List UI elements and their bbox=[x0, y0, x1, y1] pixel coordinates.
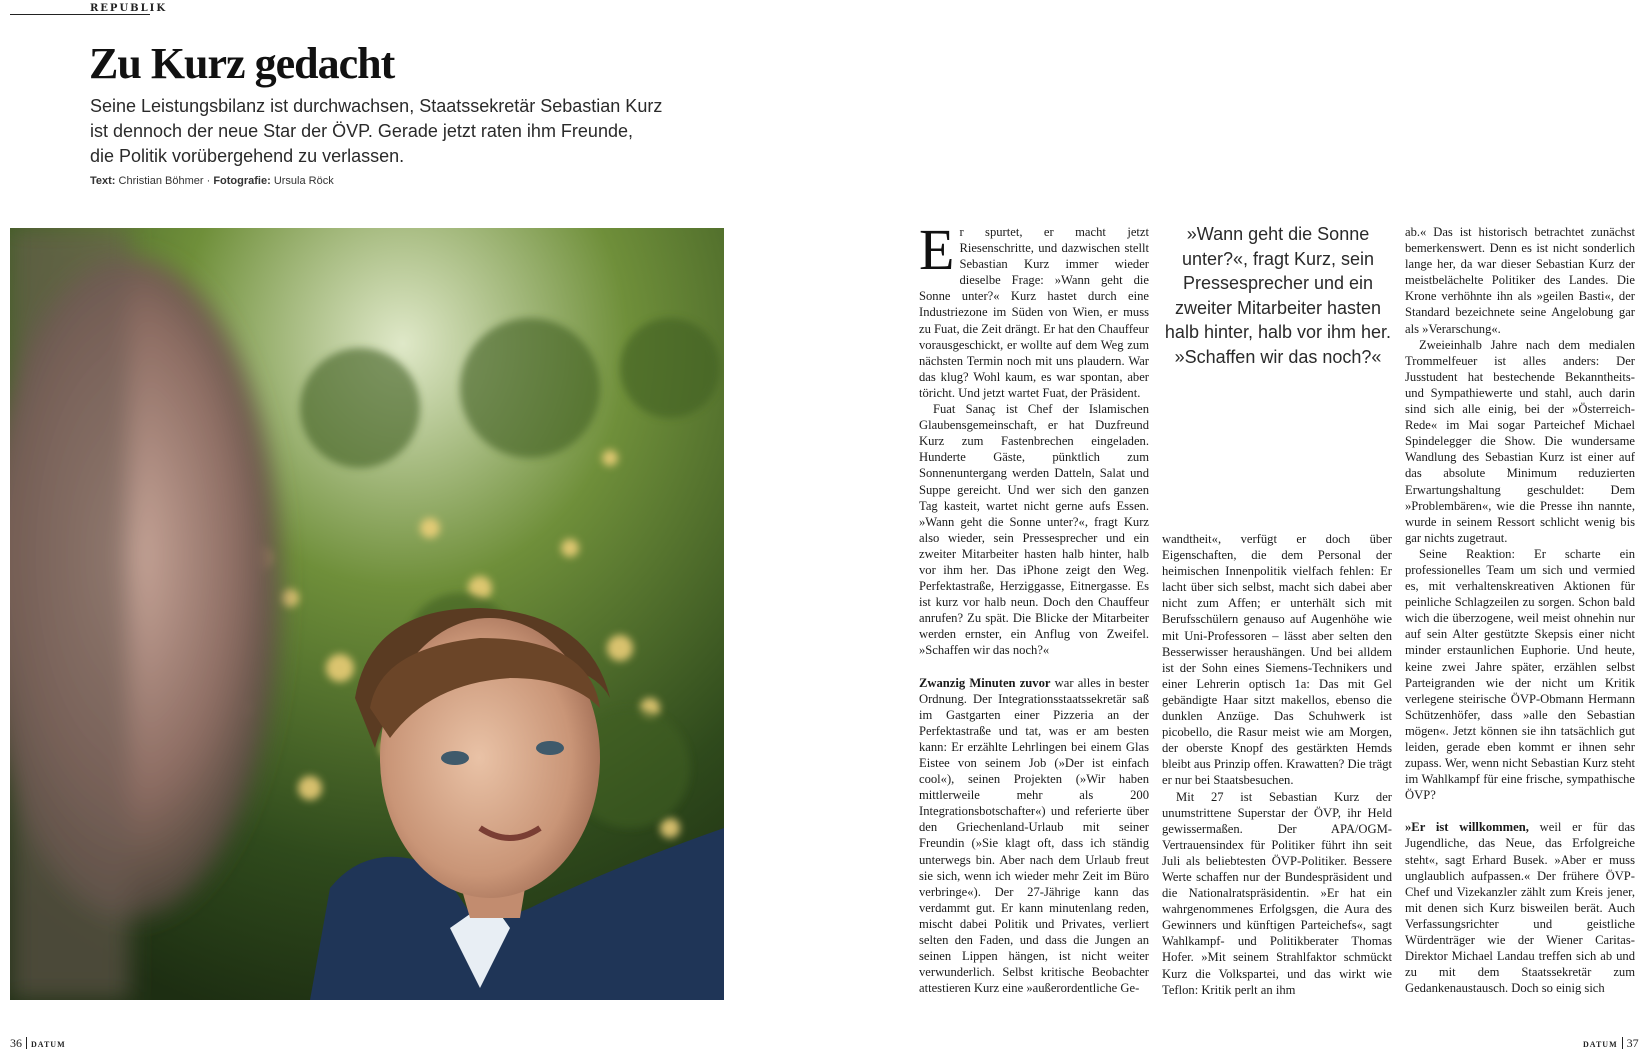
article-title: Zu Kurz gedacht bbox=[89, 39, 395, 88]
paragraph: Fuat Sanaç ist Chef der Islamischen Glaubensgemeinschaft, er hat Duzfreund Kurz zum Fastenbrechen eingeladen. Hunderte Gäste, pünktlich zum Sonnenuntergang werden Datteln, Salat und Suppe gereicht. Und wer sich den ganzen Tag kasteit, wartet nicht gerne aufs Essen. »Wann geht die Sonne unter?«, fragt Kurz also wieder, sein Pressesprecher und ein zweiter Mitarbeiter hasten halb hinter, halb vor ihm her. Das iPhone zeigt den Weg. Perfektastraße, Herziggasse, Eitnergasse. Es ist kurz vor halb neun. Doch den Chauffeur anrufen? Zu spät. Die Blicke der Mitarbeiter werden ernster, ein Anflug von Zweifel. »Schaffen wir das noch?« bbox=[919, 402, 1149, 658]
article-lead bbox=[90, 94, 663, 169]
folio-divider bbox=[1622, 1037, 1623, 1049]
text-label: Text: bbox=[90, 175, 116, 187]
pull-quote-line: halb hinter, halb vor ihm her. bbox=[1164, 322, 1392, 342]
section-lead-in: »Er ist willkommen, bbox=[1405, 820, 1529, 835]
folio-left bbox=[10, 1036, 66, 1051]
article-photo bbox=[10, 228, 724, 1000]
section-lead-in: Zwanzig Minuten zuvor bbox=[919, 675, 1051, 690]
paragraph: Seine Reaktion: Er scharte ein professionelles Team um sich und vermied es, mit verhaltenskreativen Aktionen für peinliche Schlagzeilen zu sorgen. Schon bald wich die überzogene, weil meist ohnehin nur auf sein Alter gestützte Skepsis einer nicht minder erstaunlichen Euphorie. Und heute, keine zwei Jahre später, erzählen selbst Parteigranden wie der nicht um Kritik verlegene steirische ÖVP-Obmann Hermann Schützenhöfer, dass »alle den Sebastian mögen«. Jetzt können sie ihn tatsächlich gut leiden, gerade eben kommt er ihnen sehr zupass. Wer, wenn nicht Sebastian Kurz steht im Wahlkampf für eine frische, sympathische ÖVP? bbox=[1405, 546, 1635, 803]
pull-quote-line: »Wann geht die Sonne bbox=[1186, 224, 1370, 244]
page-number: 36 bbox=[10, 1036, 22, 1050]
byline bbox=[90, 175, 334, 187]
lead-line: Seine Leistungsbilanz ist durchwachsen, Staatssekretär Sebastian Kurz bbox=[90, 96, 663, 116]
drop-cap: E bbox=[919, 217, 955, 282]
pull-quote-line: Pressesprecher und ein bbox=[1182, 273, 1374, 293]
paragraph-text: war alles in bester Ordnung. Der Integrationsstaatssekretär saß im Gastgarten einer Pizzeria an der Perfektastraße und tat, was er am besten kann: Er erzählte Lehrlingen bei einem Glas Eistee von seinem Job (»Der ist einfach cool«), seinen Projekten (»Wir haben mittlerweile mehr als 200 Integrationsbotschafter«) und referierte über den Griechenland-Urlaub mit seiner Freundin (»Sie klagt oft, dass ich ständig unterwegs bin. Aber nach dem Urlaub freut sie sich, wenn ich wieder mehr Zeit im Büro verbringe«). Der 27-Jährige kann das verdammt gut. Er kann minutenlang reden, mischt dabei Politik und Privates, verliert selten den Faden, und dass die Jungen an seinen Lippen hängen, ist nicht weiter verwunderlich. Selbst kritische Beobachter attestieren Kurz eine »außerordentliche Ge- bbox=[919, 675, 1149, 996]
paragraph-text: weil er für das Jugendliche, das Neue, das Erfolgreiche steht«, sagt Erhard Busek. »Aber er muss unglaublich aufpassen.« Der frühere ÖVP-Chef und Vizekanzler zählt zum Kreis jener, mit denen sich Kurz bisweilen berät. Auch Verfassungsrichter und geistliche Würdenträger wie der Wiener Caritas-Direktor Michael Landau treffen sich ab und zu mit dem Staatssekretär zum Gedankenaustausch. Doch so einig sich bbox=[1405, 820, 1635, 996]
pull-quote-line: »Schaffen wir das noch?« bbox=[1174, 346, 1382, 367]
paragraph: Zweieinhalb Jahre nach dem medialen Trommelfeuer ist alles anders: Der Jusstudent hat bestechende Bekanntheits- und Sympathiewerte und stahl, auch darin sind sich alle einig, bei der »Österreich-Rede« im Mai sogar Parteichef Michael Spindelegger die Show. Die wundersame Wandlung des Sebastian Kurz ist einer auf das absolute Minimum reduzierten Erwartungshaltung geschuldet: Dem »Problembären«, wie die Presse ihn nannte, wurde in seinem Ressort schlicht wenig bis gar nichts zugetraut. bbox=[1405, 337, 1635, 545]
article-column-3 bbox=[1405, 224, 1635, 996]
paragraph: Mit 27 ist Sebastian Kurz der unumstrittene Superstar der ÖVP, ihr Held gewissermaßen. Der APA/OGM-Vertrauensindex für Politiker führt ihn seit Juli als beliebtesten ÖVP-Politiker. Bessere Werte schaffen nur der Bundespräsident und die Nationalratspräsidentin. »Er hat ein wahrgenommenes Erfolgsgen, die Aura des Gewinners und künftigen Parteichefs«, sagt Wahlkampf- und Politikberater Thomas Hofer. »Mit seinem Strahlfaktor schmückt Kurz die Volkspartei, und das wirkt wie Teflon: Kritik perlt an ihm bbox=[1162, 789, 1392, 997]
portrait-image bbox=[10, 228, 724, 1000]
magazine-name: DATUM bbox=[31, 1040, 66, 1049]
text-author: Christian Böhmer bbox=[118, 175, 204, 187]
photo-label: Fotografie: bbox=[213, 175, 271, 187]
paragraph bbox=[1405, 819, 1635, 996]
pull-quote-line: unter?«, fragt Kurz, sein bbox=[1181, 248, 1375, 269]
paragraph bbox=[919, 675, 1149, 997]
lead-line: die Politik vorübergehend zu verlassen. bbox=[90, 146, 405, 166]
rubric-label: REPUBLIK bbox=[90, 3, 168, 14]
pull-quote bbox=[1160, 222, 1396, 369]
rubric-rule bbox=[10, 14, 150, 15]
article-column-1 bbox=[919, 217, 1149, 996]
folio-divider bbox=[26, 1037, 27, 1049]
page-number: 37 bbox=[1626, 1036, 1639, 1050]
lead-line: ist dennoch der neue Star der ÖVP. Gerade jetzt raten ihm Freunde, bbox=[90, 121, 633, 141]
paragraph: r spurtet, er macht jetzt Riesenschritte, und dazwischen stellt Sebastian Kurz immer wieder dieselbe Frage: »Wann geht die Sonne unter?« Kurz hastet durch eine Industriezone im Süden von Wien, er muss zu Fuat, die Zeit drängt. Er hat den Chauffeur vorausgeschickt, er wollte auf dem Weg zum nächsten Termin noch mit uns plaudern. War das klug? Wohl kaum, es war spontan, aber töricht. Und jetzt wartet Fuat, der Präsident. bbox=[919, 225, 1149, 400]
article-column-2 bbox=[1162, 531, 1392, 998]
paragraph: ab.« Das ist historisch betrachtet zunächst bemerkenswert. Denn es ist nicht sonderlich lange her, da war dieser Sebastian Kurz der meistbelächelte Politiker des Landes. Die Krone verhöhnte ihn als »geilen Basti«, der Standard bezeichnete seine Angelobung gar als »Verarschung«. bbox=[1405, 225, 1635, 336]
byline-separator: · bbox=[206, 175, 214, 187]
photo-author: Ursula Röck bbox=[273, 175, 334, 187]
paragraph: wandtheit«, verfügt er doch über Eigenschaften, die dem Personal der heimischen Innenpolitik vielfach fehlen: Er lacht über sich selbst, macht sich dabei aber nicht zum Affen; er unterhält sich mit Berufsschülern genauso auf Augenhöhe wie mit Uni-Professoren – lässt aber selten den Besserwisser heraushängen. Und bei alldem ist der Sohn eines Siemens-Technikers und einer Lehrerin optisch 1a: Das mit Gel gebändigte Haar sitzt makellos, ebenso die dunklen Anzüge. Das Schuhwerk ist picobello, die Rasur meist wie am Morgen, der oberste Knopf des gestärkten Hemds bleibt aus Prinzip offen. Krawatten? Die trägt er nur bei Staatsbesuchen. bbox=[1162, 532, 1392, 788]
folio-right bbox=[1583, 1036, 1639, 1051]
magazine-name: DATUM bbox=[1583, 1040, 1618, 1049]
pull-quote-line: zweiter Mitarbeiter hasten bbox=[1174, 297, 1382, 318]
